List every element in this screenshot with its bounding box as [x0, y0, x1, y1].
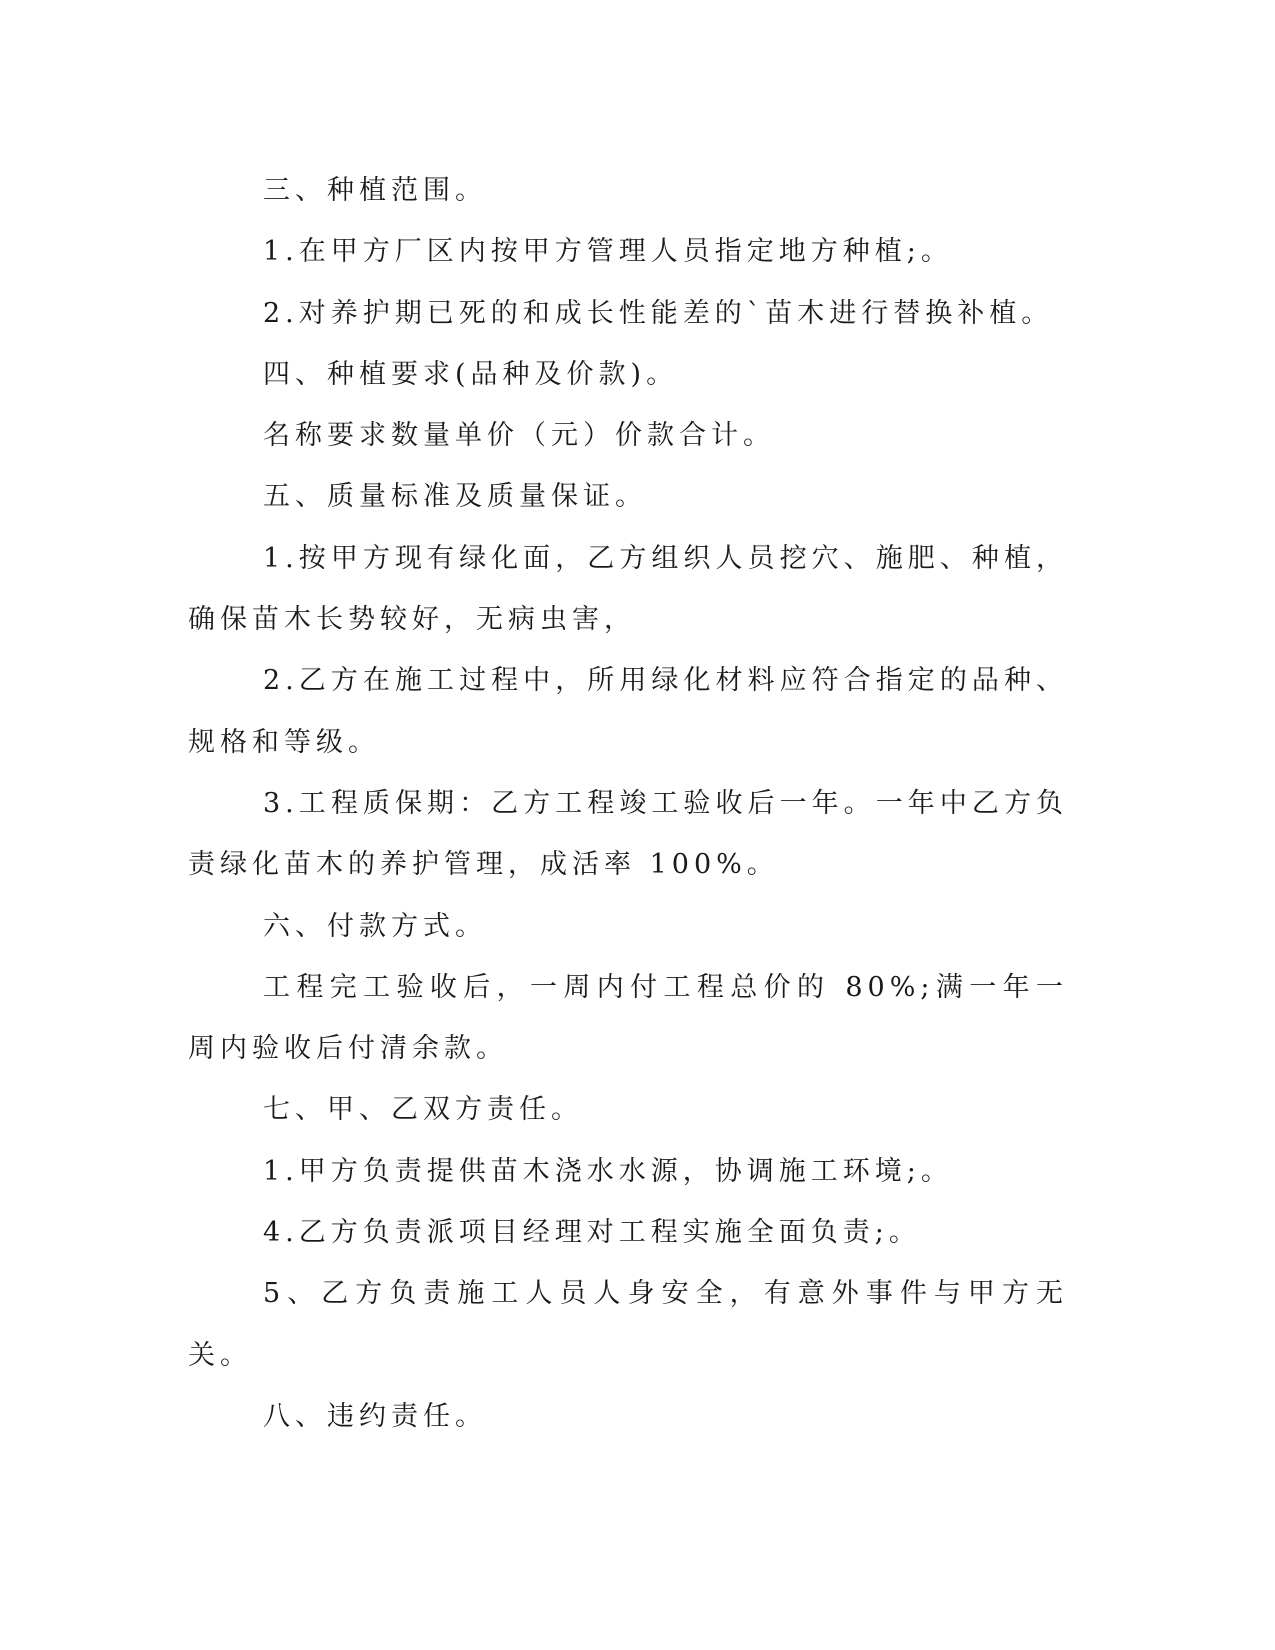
section-heading-planting-scope: 三、种植范围。: [263, 175, 487, 206]
paragraph-payment-terms: 工程完工验收后，一周内付工程总价的 80%;满一年一周内验收后付清余款。: [188, 971, 1068, 1065]
section-heading-breach-liability: 八、违约责任。: [263, 1400, 487, 1432]
paragraph-replacement-planting: 2.对养护期已死的和成长性能差的`苗木进行替换补植。: [263, 297, 1054, 329]
paragraph-quality-item-2: 2.乙方在施工过程中，所用绿化材料应符合指定的品种、规格和等级。: [188, 665, 1068, 758]
paragraph-table-header-line: 名称要求数量单价（元）价款合计。: [263, 420, 775, 452]
section-heading-planting-requirements: 四、种植要求(品种及价款)。: [263, 358, 679, 390]
document-body: [188, 160, 1068, 1447]
section-heading-quality-standards: 五、质量标准及质量保证。: [263, 481, 647, 513]
paragraph-quality-item-1: 1.按甲方现有绿化面，乙方组织人员挖穴、施肥、种植，确保苗木长势较好，无病虫害，: [188, 542, 1068, 636]
paragraph-planting-location: 1.在甲方厂区内按甲方管理人员指定地方种植;。: [263, 236, 953, 268]
paragraph-responsibility-item-1: 1.甲方负责提供苗木浇水水源，协调施工环境;。: [263, 1155, 953, 1187]
paragraph-quality-item-3: 3.工程质保期：乙方工程竣工验收后一年。一年中乙方负责绿化苗木的养护管理，成活率 100%。: [188, 787, 1068, 881]
paragraph-responsibility-item-4: 4.乙方负责派项目经理对工程实施全面负责;。: [263, 1217, 921, 1249]
section-heading-payment-method: 六、付款方式。: [263, 910, 487, 942]
paragraph-responsibility-item-5: 5、乙方负责施工人员人身安全，有意外事件与甲方无关。: [188, 1278, 1068, 1371]
section-heading-party-responsibilities: 七、甲、乙双方责任。: [263, 1094, 583, 1126]
